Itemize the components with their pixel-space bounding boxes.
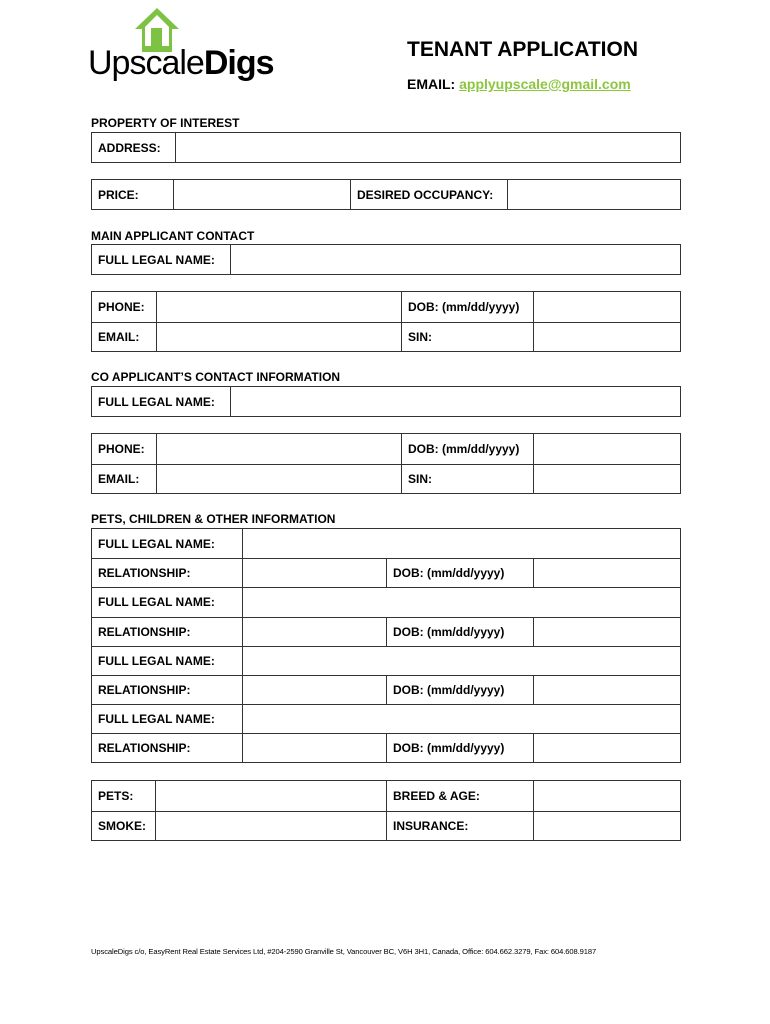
price-label: PRICE: (98, 187, 139, 202)
other1-dob-label: DOB: (mm/dd/yyyy) (393, 565, 505, 580)
other3-dob-field[interactable] (534, 675, 680, 704)
other2-dob-label: DOB: (mm/dd/yyyy) (393, 624, 505, 639)
other4-name-field[interactable] (243, 704, 680, 733)
other1-dob-field[interactable] (534, 558, 680, 587)
main-email-field[interactable] (157, 323, 401, 351)
occupancy-field[interactable] (508, 180, 680, 209)
co-phone-label: PHONE: (98, 442, 145, 456)
other4-name-label: FULL LEGAL NAME: (98, 711, 215, 726)
other3-relationship-label: RELATIONSHIP: (98, 682, 191, 697)
main-sin-label: SIN: (408, 330, 432, 344)
other4-relationship-label: RELATIONSHIP: (98, 740, 191, 755)
other4-dob-field[interactable] (534, 733, 680, 762)
main-sin-field[interactable] (534, 323, 680, 351)
breed-label: BREED & AGE: (393, 789, 480, 803)
main-dob-label: DOB: (mm/dd/yyyy) (408, 300, 520, 314)
other3-name-field[interactable] (243, 646, 680, 675)
other2-relationship-field[interactable] (243, 617, 386, 646)
other3-dob-label: DOB: (mm/dd/yyyy) (393, 682, 505, 697)
header-email (407, 76, 631, 92)
other3-name-label: FULL LEGAL NAME: (98, 653, 215, 668)
main-phone-label: PHONE: (98, 300, 145, 314)
other2-dob-field[interactable] (534, 617, 680, 646)
co-name-label: FULL LEGAL NAME: (98, 394, 215, 409)
insurance-field[interactable] (534, 812, 680, 840)
footer-address: UpscaleDigs c/o, EasyRent Real Estate Services Ltd, #204-2590 Granville St, Vancouver BC, V6H 3H1, Canada, Office: 604.662.3279, Fax: 604.608.9187 (91, 947, 597, 956)
insurance-label: INSURANCE: (393, 819, 469, 833)
section-property: PROPERTY OF INTEREST (91, 116, 240, 130)
property-price-table (91, 179, 681, 210)
main-dob-field[interactable] (534, 292, 680, 322)
co-dob-field[interactable] (534, 434, 680, 464)
others-table (91, 528, 681, 763)
other4-dob-label: DOB: (mm/dd/yyyy) (393, 740, 505, 755)
section-main-applicant: MAIN APPLICANT CONTACT (91, 229, 255, 243)
co-email-field[interactable] (157, 465, 401, 493)
co-name-field[interactable] (231, 387, 680, 416)
co-phone-field[interactable] (157, 434, 401, 464)
section-others: PETS, CHILDREN & OTHER INFORMATION (91, 512, 336, 526)
pets-field[interactable] (156, 781, 386, 811)
main-name-label: FULL LEGAL NAME: (98, 252, 215, 267)
smoke-field[interactable] (156, 812, 386, 840)
main-name-table (91, 244, 681, 275)
other4-relationship-field[interactable] (243, 733, 386, 762)
misc-table (91, 780, 681, 841)
address-label: ADDRESS: (98, 140, 161, 155)
logo-text-light: Upscale (88, 44, 204, 82)
co-sin-label: SIN: (408, 472, 432, 486)
other1-relationship-label: RELATIONSHIP: (98, 565, 191, 580)
address-field[interactable] (176, 133, 680, 162)
main-phone-field[interactable] (157, 292, 401, 322)
other2-name-label: FULL LEGAL NAME: (98, 595, 215, 609)
breed-field[interactable] (534, 781, 680, 811)
main-contact-table (91, 291, 681, 352)
price-field[interactable] (174, 180, 350, 209)
co-email-label: EMAIL: (98, 472, 140, 486)
other2-relationship-label: RELATIONSHIP: (98, 624, 191, 639)
section-co-applicant: CO APPLICANT’S CONTACT INFORMATION (91, 370, 341, 384)
logo-text-bold: Digs (203, 44, 274, 82)
co-contact-table (91, 433, 681, 494)
smoke-label: SMOKE: (98, 819, 146, 833)
co-dob-label: DOB: (mm/dd/yyyy) (408, 442, 520, 456)
page-title: TENANT APPLICATION (407, 38, 638, 61)
occupancy-label: DESIRED OCCUPANCY: (357, 187, 494, 202)
pets-label: PETS: (98, 789, 134, 803)
property-address-table (91, 132, 681, 163)
header-email-label: EMAIL: (407, 76, 456, 92)
other1-name-label: FULL LEGAL NAME: (98, 536, 215, 551)
other3-relationship-field[interactable] (243, 675, 386, 704)
main-name-field[interactable] (231, 245, 680, 274)
main-email-label: EMAIL: (98, 330, 140, 344)
logo (88, 4, 313, 89)
other1-name-field[interactable] (243, 529, 680, 558)
header-email-link[interactable]: applyupscale@gmail.com (459, 76, 631, 92)
co-sin-field[interactable] (534, 465, 680, 493)
other2-name-field[interactable] (243, 587, 680, 617)
co-name-table (91, 386, 681, 417)
other1-relationship-field[interactable] (243, 558, 386, 587)
